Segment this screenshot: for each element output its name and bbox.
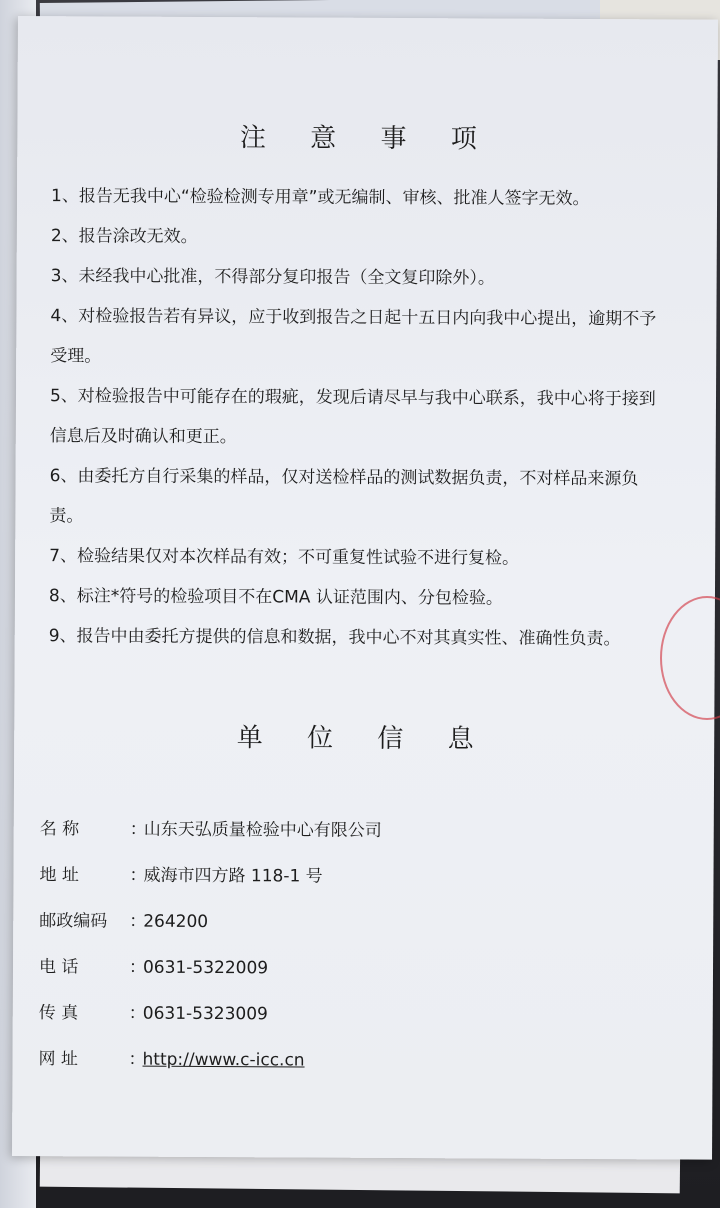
info-label-website: 网 址 [38, 1049, 78, 1070]
notice-item-7: 7、检验结果仅对本次样品有效；不可重复性试验不进行复检。 [49, 546, 520, 569]
document-page [12, 16, 718, 1160]
info-label-name: 名 称 [39, 819, 80, 840]
notice-title: 注 意 事 项 [239, 123, 495, 155]
colon: ： [129, 911, 147, 932]
info-row-fax [39, 990, 659, 1039]
info-value-address: 威海市四方路 118-1 号 [143, 865, 323, 887]
info-value-postcode: 264200 [143, 911, 209, 933]
info-label-phone: 电 话 [38, 957, 79, 978]
info-row-name [40, 806, 660, 855]
info-row-address [39, 852, 659, 901]
website-link[interactable]: http://www.c-icc.cn [142, 1049, 305, 1071]
notice-item-4: 4、对检验报告若有异议，应于收到报告之日起十五日内向我中心提出，逾期不予受理。 [50, 306, 657, 367]
info-label-address: 地 址 [39, 865, 79, 886]
info-row-website [38, 1036, 658, 1085]
info-value-fax: 0631-5323009 [142, 1003, 268, 1025]
info-label-postcode: 邮政编码 [39, 911, 108, 932]
notice-item-3: 3、未经我中心批准，不得部分复印报告（全文复印除外）。 [50, 266, 496, 289]
colon: ： [129, 865, 147, 886]
unit-info-list [38, 806, 659, 1085]
notice-item-6: 6、由委托方自行采集的样品，仅对送检样品的测试数据负责，不对样品来源负责。 [49, 466, 639, 527]
notice-item-2: 2、报告涂改无效。 [50, 226, 198, 247]
colon: ： [129, 819, 147, 840]
info-value-phone: 0631-5322009 [142, 957, 269, 979]
colon: ： [128, 1003, 146, 1024]
colon: ： [128, 957, 147, 978]
info-row-postcode [39, 898, 659, 947]
notice-item-8: 8、标注*符号的检验项目不在CMA 认证范围内、分包检验。 [48, 586, 503, 609]
info-label-fax: 传 真 [38, 1003, 79, 1024]
notice-item-9: 9、报告中由委托方提供的信息和数据，我中心不对其真实性、准确性负责。 [48, 626, 621, 650]
notice-item-1: 1、报告无我中心“检验检测专用章”或无编制、审核、批准人签字无效。 [51, 186, 590, 209]
colon: ： [128, 1049, 146, 1070]
notice-list [49, 176, 662, 659]
unit-info-title: 单 位 信 息 [236, 723, 492, 755]
info-row-phone [39, 944, 659, 993]
notice-item-5: 5、对检验报告中可能存在的瑕疵，发现后请尽早与我中心联系，我中心将于接到信息后及时确认和更正。 [49, 386, 656, 448]
info-value-name: 山东天弘质量检验中心有限公司 [143, 819, 382, 841]
